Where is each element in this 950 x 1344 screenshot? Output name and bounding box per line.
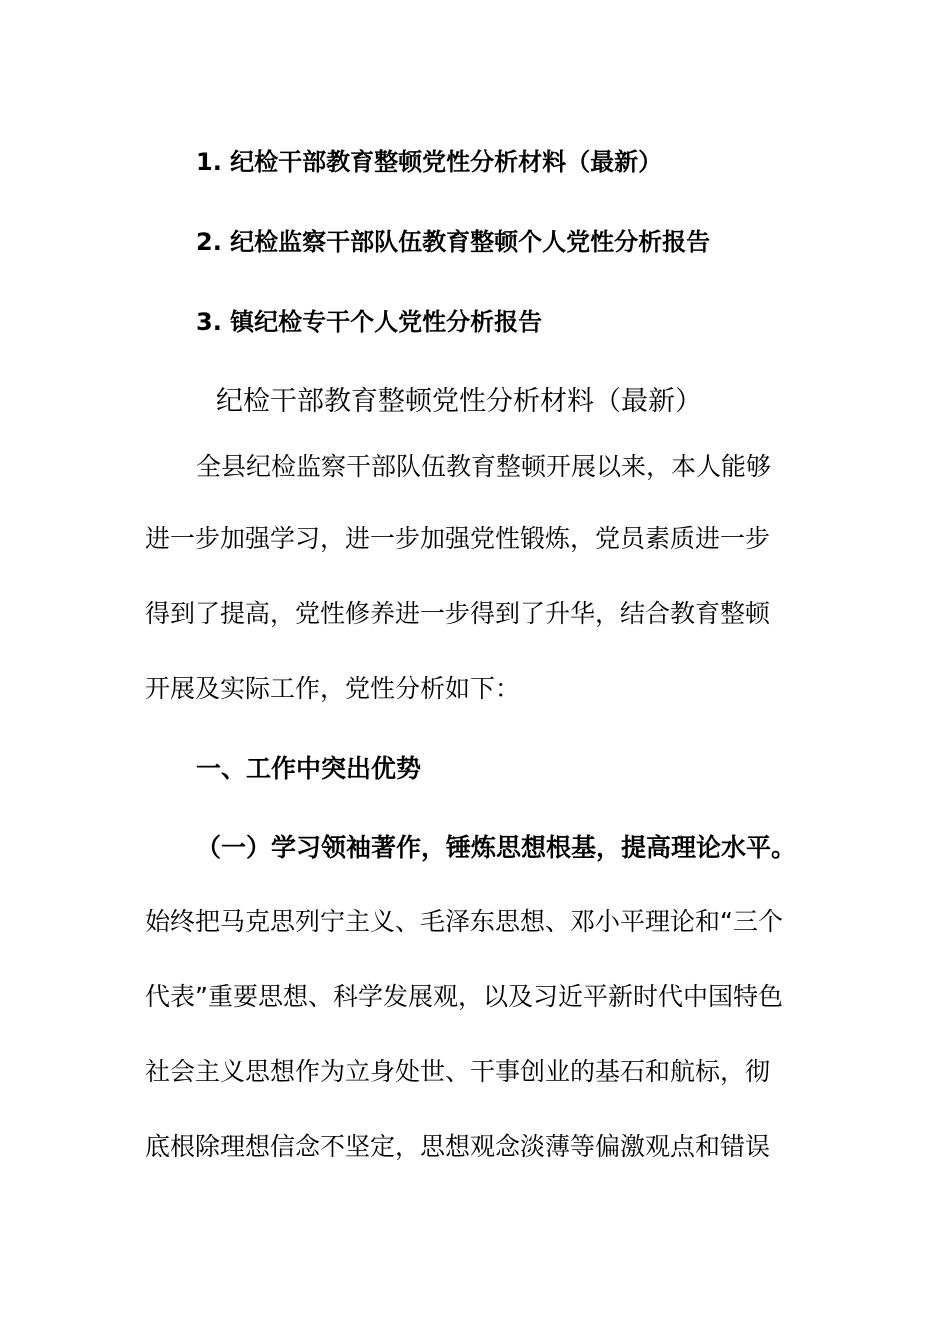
body-line-4: 底根除理想信念不坚定，思想观念淡薄等偏激观点和错误	[145, 1132, 771, 1161]
body-line-2: 代表”重要思想、科学发展观，以及习近平新时代中国特色	[145, 982, 783, 1011]
subsection-heading-1: （一）学习领袖著作，锤炼思想根基，提高理论水平。	[196, 833, 797, 862]
body-line-1: 始终把马克思列宁主义、毛泽东思想、邓小平理论和“三个	[145, 907, 783, 936]
toc-item-2: 2. 纪检监察干部队伍教育整顿个人党性分析报告	[196, 228, 711, 256]
intro-line-2: 进一步加强学习，进一步加强党性锻炼，党员素质进一步	[145, 524, 771, 553]
body-line-3: 社会主义思想作为立身处世、干事创业的基石和航标，彻	[145, 1057, 771, 1086]
document-title: 纪检干部教育整顿党性分析材料（最新）	[216, 386, 702, 417]
intro-line-1: 全县纪检监察干部队伍教育整顿开展以来，本人能够	[196, 452, 772, 481]
toc-item-1: 1. 纪检干部教育整顿党性分析材料（最新）	[196, 148, 663, 176]
intro-line-3: 得到了提高，党性修养进一步得到了升华，结合教育整顿	[145, 599, 771, 628]
intro-line-4: 开展及实际工作，党性分析如下：	[145, 674, 521, 703]
section-heading-1: 一、工作中突出优势	[196, 754, 422, 783]
toc-item-3: 3. 镇纪检专干个人党性分析报告	[196, 308, 543, 336]
